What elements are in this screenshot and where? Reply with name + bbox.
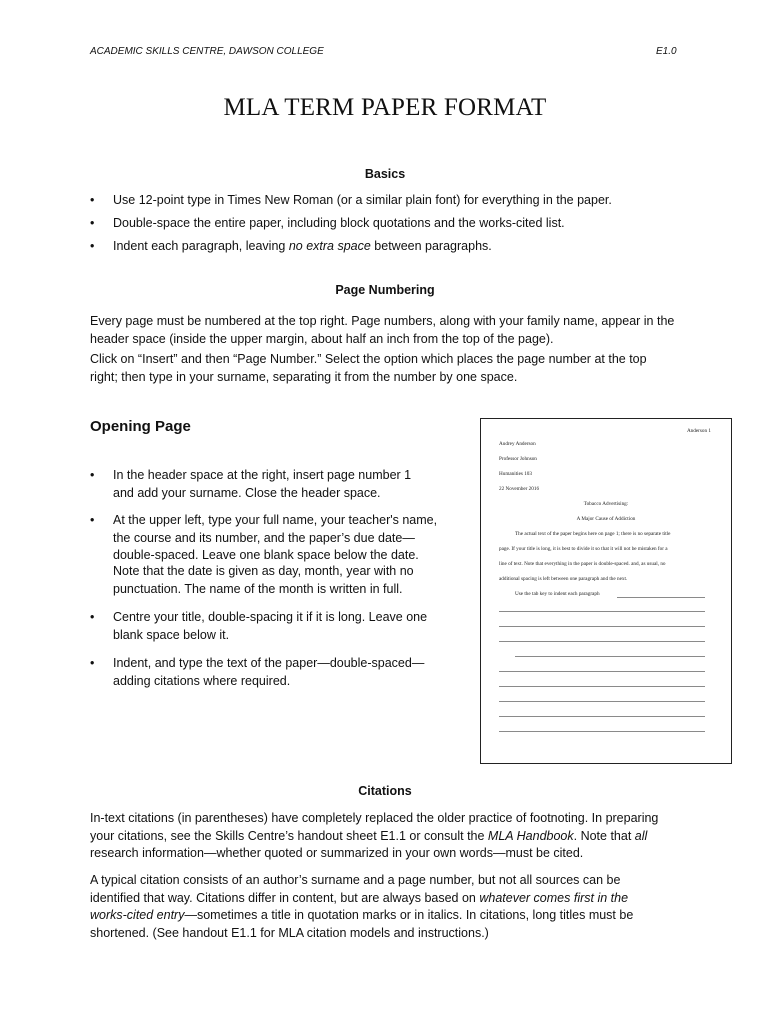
sample-student-name: Audrey Anderson — [499, 441, 536, 447]
sample-course: Humanities 103 — [499, 471, 532, 477]
sample-text-rule — [499, 641, 705, 642]
basics-item-2-text: Double-space the entire paper, including block quotations and the works-cited list. — [113, 216, 565, 230]
header-sheet-code: E1.0 — [656, 46, 677, 57]
basics-heading: Basics — [364, 167, 406, 181]
opening-date-note: Note that the date is given as day, month, year with no punctuation. The name of the month is written in full. — [113, 564, 414, 596]
page-numbering-paragraph-2: Click on “Insert” and then “Page Number.” Select the option which places the page number at the top right; then type in your surname, separating it from the number by one space. — [90, 352, 647, 384]
bullet-icon: • — [90, 239, 95, 253]
sample-text-line-5: Use the tab key to indent each paragraph — [515, 591, 600, 597]
bullet-icon: • — [90, 656, 95, 670]
page-title: MLA TERM PAPER FORMAT — [223, 94, 547, 121]
sample-text-rule — [617, 597, 705, 598]
sample-text-line-2: page. If your title is long, it is best to divide it so that it will not be mistaken for a — [499, 546, 668, 552]
basics-item-3-text: Indent each paragraph, leaving no extra space between paragraphs. — [113, 239, 492, 253]
citations-paragraph-2: A typical citation consists of an author’s surname and a page number, but not all sources can be identified that way. Citations differ in content, but are always based on whatever comes first in the works-cited entry—sometimes a title in quotation marks or in italics. In citations, long titles must be shortened. (See handout E1.1 for MLA citation models and instructions.) — [90, 873, 634, 940]
bullet-icon: • — [90, 513, 95, 527]
sample-text-rule — [499, 686, 705, 687]
sample-text-rule — [499, 626, 705, 627]
sample-text-rule — [499, 731, 705, 732]
sample-text-line-1: The actual text of the paper begins here on page 1; there is no separate title — [515, 531, 671, 537]
sample-text-line-3: line of text. Note that everything in the paper is double-spaced. and, as usual, no — [499, 561, 666, 567]
sample-title-line-1: Tobacco Advertising: — [583, 501, 629, 507]
basics-item-1-text: Use 12-point type in Times New Roman (or a similar plain font) for everything in the paper. — [113, 193, 612, 207]
bullet-icon: • — [90, 193, 95, 207]
sample-text-rule — [499, 716, 705, 717]
bullet-icon: • — [90, 610, 95, 624]
sample-text-line-4: additional spacing is left between one paragraph and the next. — [499, 576, 628, 582]
sample-text-rule — [499, 611, 705, 612]
sample-opening-page — [480, 418, 732, 764]
sample-date: 22 November 2016 — [499, 486, 540, 492]
opening-page-heading: Opening Page — [90, 418, 191, 435]
header-college-name: ACADEMIC SKILLS CENTRE, DAWSON COLLEGE — [90, 46, 324, 57]
bullet-icon: • — [90, 216, 95, 230]
sample-text-rule — [499, 671, 705, 672]
page-numbering-paragraph-1: Every page must be numbered at the top right. Page numbers, along with your family name, appear in the header space (inside the upper margin, about half an inch from the top of the page). — [90, 314, 675, 346]
citations-paragraph-1: In-text citations (in parentheses) have completely replaced the older practice of footnoting. In preparing your citations, see the Skills Centre’s handout sheet E1.1 or consult the MLA Handbook. Note that all research information—whether quoted or summarized in your own words—must be cited. — [90, 811, 659, 860]
sample-teacher-name: Professor Johnson — [499, 456, 537, 462]
sample-text-rule — [515, 656, 705, 657]
page-numbering-heading: Page Numbering — [335, 283, 435, 297]
sample-title-line-2: A Major Cause of Addiction — [576, 516, 636, 522]
bullet-icon: • — [90, 468, 95, 482]
sample-page-number: Anderson 1 — [686, 428, 711, 434]
sample-text-rule — [499, 701, 705, 702]
citations-heading: Citations — [358, 784, 412, 798]
